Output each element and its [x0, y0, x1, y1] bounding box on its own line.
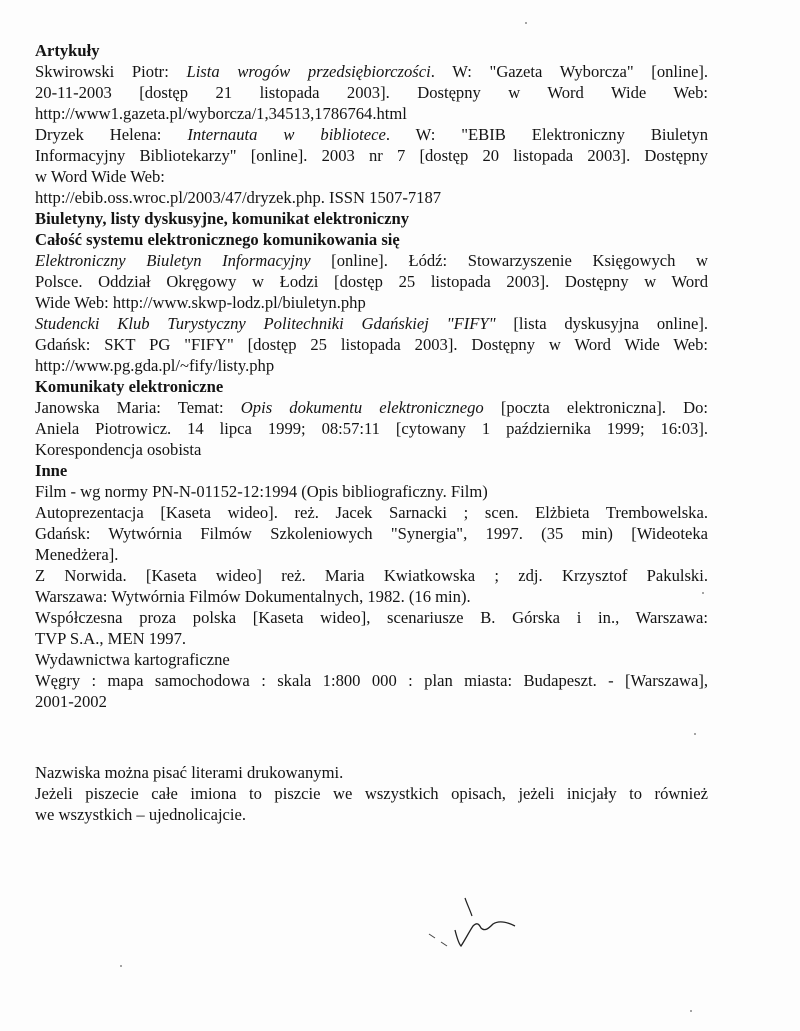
- bibliography-entry: [35, 565, 708, 607]
- text-line: [35, 250, 708, 271]
- text-line: [35, 804, 708, 825]
- text-run: Informacyjny Bibliotekarzy" [online]. 2003 nr 7 [dostęp 20 listopada 2003]. Dostępny: [35, 146, 708, 165]
- text-run: Jeżeli piszecie całe imiona to piszcie we wszystkich opisach, jeżeli inicjały to również: [35, 784, 708, 803]
- bibliography-entry: [35, 124, 708, 208]
- text-line: [35, 481, 708, 502]
- text-line: [35, 397, 708, 418]
- text-line: [35, 523, 708, 544]
- text-run: [lista dyskusyjna online].: [495, 314, 708, 333]
- handwritten-signature: [415, 888, 525, 958]
- text-line: [35, 649, 708, 670]
- italic-title: Elektroniczny Biuletyn Informacyjny: [35, 251, 311, 270]
- text-line: [35, 82, 708, 103]
- bibliography-entry: [35, 481, 708, 502]
- text-line: [35, 124, 708, 145]
- scan-speck: [120, 965, 122, 967]
- text-run: Skwirowski Piotr:: [35, 62, 187, 81]
- text-run: 20-11-2003 [dostęp 21 listopada 2003]. Dostępny w Word Wide Web:: [35, 83, 708, 102]
- text-line: [35, 61, 708, 82]
- note-paragraph: [35, 783, 708, 825]
- text-run: . W: "EBIB Elektroniczny Biuletyn: [385, 125, 708, 144]
- text-run: 2001-2002: [35, 692, 107, 711]
- text-line: [35, 586, 708, 607]
- section-heading: Artykuły: [35, 41, 100, 60]
- text-line: [35, 762, 708, 783]
- section-heading: Komunikaty elektroniczne: [35, 377, 224, 396]
- text-run: http://www.pg.gda.pl/~fify/listy.php: [35, 356, 275, 375]
- text-line: [35, 544, 708, 565]
- spacer: [35, 712, 708, 762]
- text-run: Janowska Maria: Temat:: [35, 398, 241, 417]
- italic-title: Opis dokumentu elektronicznego: [240, 398, 484, 417]
- scan-speck: [525, 22, 527, 24]
- text-line: [35, 313, 708, 334]
- text-run: [poczta elektroniczna]. Do:: [483, 398, 708, 417]
- text-run: Wide Web: http://www.skwp-lodz.pl/biuletyn.php: [35, 293, 366, 312]
- bibliography-entry: [35, 397, 708, 460]
- text-run: Węgry : mapa samochodowa : skala 1:800 000 : plan miasta: Budapeszt. - [Warszawa],: [35, 671, 708, 690]
- text-line: [35, 166, 708, 187]
- section-heading: Inne: [35, 461, 68, 480]
- text-run: Współczesna proza polska [Kaseta wideo], scenariusze B. Górska i in., Warszawa:: [35, 608, 708, 627]
- text-run: Gdańsk: SKT PG "FIFY" [dostęp 25 listopada 2003]. Dostępny w Word Wide Web:: [35, 335, 708, 354]
- section-heading: Całość systemu elektronicznego komunikowania się: [35, 230, 400, 249]
- text-run: Film - wg normy PN-N-01152-12:1994 (Opis bibliograficzny. Film): [35, 482, 488, 501]
- italic-title: Studencki Klub Turystyczny Politechniki Gdańskiej "FIFY": [35, 314, 496, 333]
- text-run: Wydawnictwa kartograficzne: [35, 650, 230, 669]
- document-body: [35, 40, 708, 825]
- text-run: Menedżera].: [35, 545, 119, 564]
- scan-speck: [702, 592, 704, 594]
- italic-title: Lista wrogów przedsiębiorczości: [186, 62, 431, 81]
- text-line: [35, 145, 708, 166]
- text-line: [35, 670, 708, 691]
- text-line: [35, 418, 708, 439]
- text-run: Dryzek Helena:: [35, 125, 188, 144]
- bibliography-entry: [35, 250, 708, 313]
- text-run: Nazwiska można pisać literami drukowanymi.: [35, 763, 344, 782]
- text-run: Aniela Piotrowicz. 14 lipca 1999; 08:57:11 [cytowany 1 października 1999; 16:03].: [35, 419, 708, 438]
- text-line: [35, 271, 708, 292]
- text-line: [35, 355, 708, 376]
- text-line: [35, 502, 708, 523]
- text-run: Gdańsk: Wytwórnia Filmów Szkoleniowych "Synergia", 1997. (35 min) [Wideoteka: [35, 524, 708, 543]
- scan-speck: [694, 733, 696, 735]
- text-run: http://ebib.oss.wroc.pl/2003/47/dryzek.php. ISSN 1507-7187: [35, 188, 442, 207]
- text-run: . W: "Gazeta Wyborcza" [online].: [430, 62, 708, 81]
- italic-title: Internauta w bibliotece: [187, 125, 386, 144]
- text-line: [35, 691, 708, 712]
- text-line: [35, 439, 708, 460]
- text-run: Warszawa: Wytwórnia Filmów Dokumentalnych, 1982. (16 min).: [35, 587, 471, 606]
- text-run: [online]. Łódź: Stowarzyszenie Księgowych w: [310, 251, 708, 270]
- text-line: [35, 628, 708, 649]
- text-line: [35, 334, 708, 355]
- section-heading: Biuletyny, listy dyskusyjne, komunikat elektroniczny: [35, 209, 410, 228]
- text-line: [35, 187, 708, 208]
- bibliography-entry: [35, 670, 708, 712]
- bibliography-entry: [35, 61, 708, 124]
- text-line: [35, 565, 708, 586]
- bibliography-entry: [35, 313, 708, 376]
- text-run: http://www1.gazeta.pl/wyborcza/1,34513,1786764.html: [35, 104, 407, 123]
- bibliography-entry: [35, 502, 708, 565]
- text-run: Z Norwida. [Kaseta wideo] reż. Maria Kwiatkowska ; zdj. Krzysztof Pakulski.: [35, 566, 708, 585]
- bibliography-entry: [35, 607, 708, 649]
- text-line: [35, 783, 708, 804]
- text-run: we wszystkich – ujednolicajcie.: [35, 805, 247, 824]
- text-run: Autoprezentacja [Kaseta wideo]. reż. Jacek Sarnacki ; scen. Elżbieta Trembowelska.: [35, 503, 708, 522]
- text-line: [35, 103, 708, 124]
- text-line: [35, 607, 708, 628]
- text-run: w Word Wide Web:: [35, 167, 165, 186]
- bibliography-entry: [35, 649, 708, 670]
- text-line: [35, 292, 708, 313]
- scan-speck: [690, 1010, 692, 1012]
- text-run: Korespondencja osobista: [35, 440, 202, 459]
- text-run: TVP S.A., MEN 1997.: [35, 629, 187, 648]
- note-paragraph: [35, 762, 708, 783]
- text-run: Polsce. Oddział Okręgowy w Łodzi [dostęp 25 listopada 2003]. Dostępny w Word: [35, 272, 708, 291]
